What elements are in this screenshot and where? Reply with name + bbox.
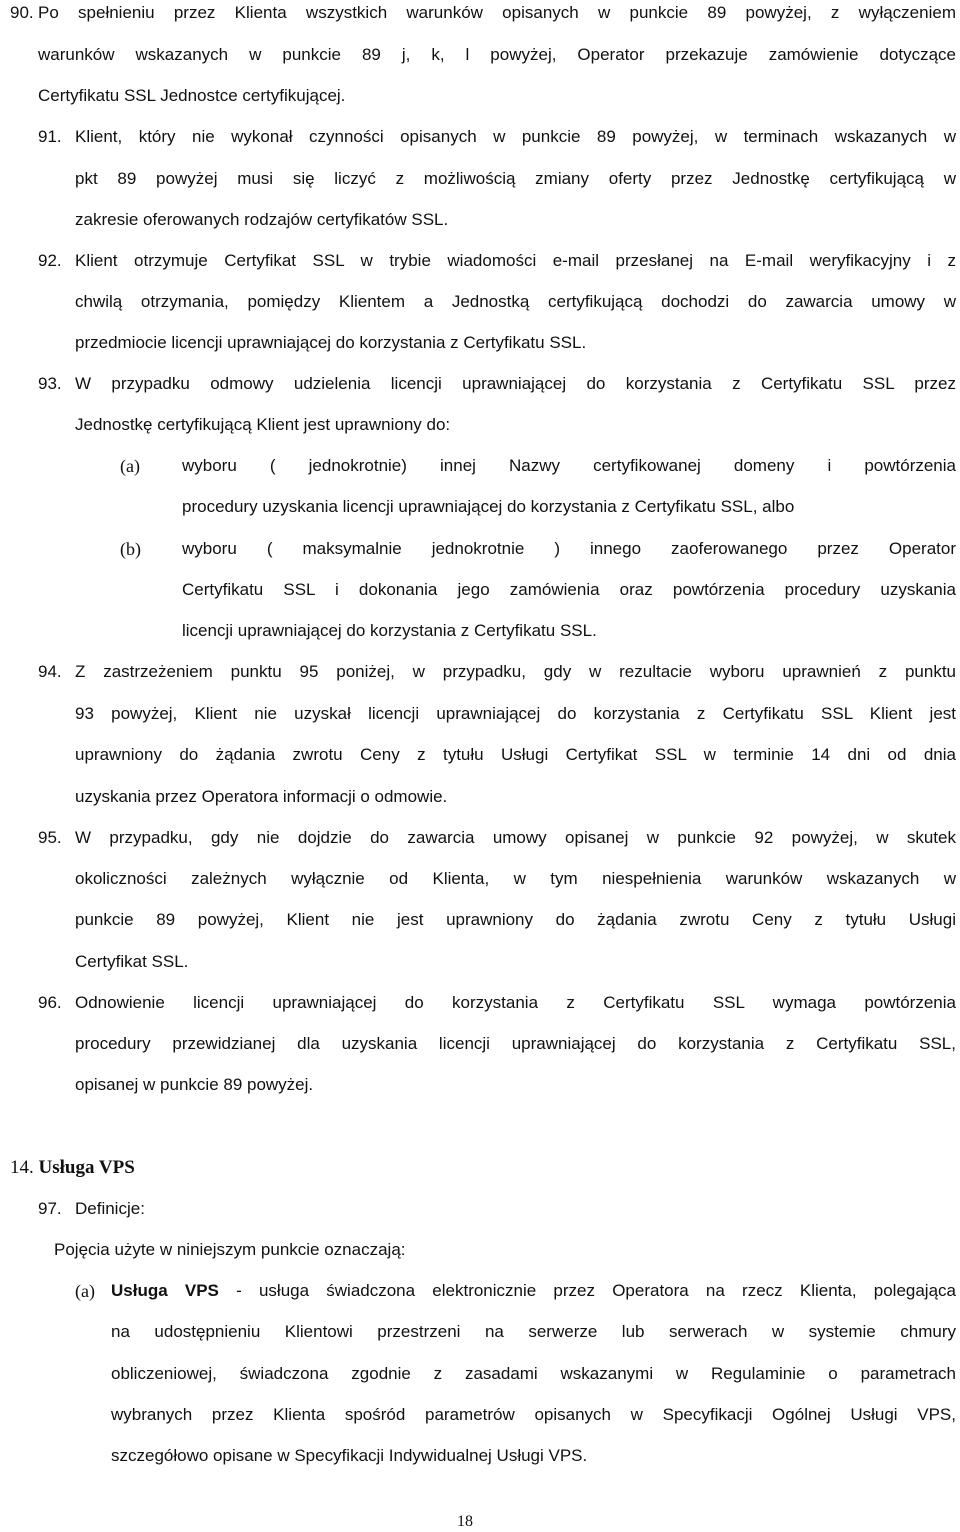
item-b-line-2: Certyfikatu SSL i dokonania jego zamówienia oraz powtórzenia procedury uzyskania xyxy=(182,580,956,599)
paragraph-94-line-3: uprawniony do żądania zwrotu Ceny z tytułu Usługi Certyfikat SSL w terminie 14 dni od dnia xyxy=(75,745,956,764)
paragraph-92-line-2: chwilą otrzymania, pomiędzy Klientem a Jednostką certyfikującą dochodzi do zawarcia umowy w xyxy=(75,292,956,311)
item-b-line-3: licencji uprawniającej do korzystania z Certyfikatu SSL. xyxy=(182,621,597,640)
page-number: 18 xyxy=(457,1513,473,1530)
item-a-line-1: wyboru ( jednokrotnie) innej Nazwy certyfikowanej domeny i powtórzenia xyxy=(182,456,956,475)
paragraph-number-90: 90. xyxy=(10,3,34,22)
paragraph-96-line-3: opisanej w punkcie 89 powyżej. xyxy=(75,1075,314,1094)
paragraph-95-line-2: okoliczności zależnych wyłącznie od Klienta, w tym niespełnienia warunków wskazanych w xyxy=(75,869,956,888)
paragraph-93-line-2: Jednostkę certyfikującą Klient jest uprawniony do: xyxy=(75,415,451,434)
definition-a-line-4: wybranych przez Klienta spośród parametrów opisanych w Specyfikacji Ogólnej Usługi VPS, xyxy=(111,1405,956,1424)
paragraph-number-97: 97. xyxy=(38,1199,62,1218)
paragraph-93-line-1: W przypadku odmowy udzielenia licencji uprawniającej do korzystania z Certyfikatu SSL przez xyxy=(75,374,956,393)
paragraph-95-line-1: W przypadku, gdy nie dojdzie do zawarcia umowy opisanej w punkcie 92 powyżej, w skutek xyxy=(75,828,956,847)
paragraph-94-line-2: 93 powyżej, Klient nie uzyskał licencji uprawniającej do korzystania z Certyfikatu SSL Klient jest xyxy=(75,704,956,723)
paragraph-90-line-2: warunków wskazanych w punkcie 89 j, k, l powyżej, Operator przekazuje zamówienie dotyczące xyxy=(38,45,956,64)
paragraph-90-line-1: Po spełnieniu przez Klienta wszystkich warunków opisanych w punkcie 89 powyżej, z wyłączeniem xyxy=(38,3,956,22)
paragraph-number-94: 94. xyxy=(38,662,62,681)
item-a-line-2: procedury uzyskania licencji uprawniającej do korzystania z Certyfikatu SSL, albo xyxy=(182,497,795,516)
definition-a-line-2: na udostępnieniu Klientowi przestrzeni na serwerze lub serwerach w systemie chmury xyxy=(111,1322,956,1341)
paragraph-94-line-4: uzyskania przez Operatora informacji o odmowie. xyxy=(75,787,448,806)
paragraph-96-line-1: Odnowienie licencji uprawniającej do korzystania z Certyfikatu SSL wymaga powtórzenia xyxy=(75,993,956,1012)
definition-a-line-5: szczegółowo opisane w Specyfikacji Indywidualnej Usługi VPS. xyxy=(111,1446,588,1465)
paragraph-92-line-1: Klient otrzymuje Certyfikat SSL w trybie wiadomości e-mail przesłanej na E-mail weryfikacyjny i z xyxy=(75,251,956,270)
list-letter-b: (b) xyxy=(120,539,141,559)
definition-letter-a: (a) xyxy=(75,1281,95,1301)
paragraph-number-91: 91. xyxy=(38,127,62,146)
item-b-line-1: wyboru ( maksymalnie jednokrotnie ) innego zaoferowanego przez Operator xyxy=(182,539,956,558)
paragraph-number-92: 92. xyxy=(38,251,62,270)
paragraph-97-text: Definicje: xyxy=(75,1199,145,1218)
paragraph-91-line-1: Klient, który nie wykonał czynności opisanych w punkcie 89 powyżej, w terminach wskazanych w xyxy=(75,127,956,146)
definition-a-term: Usługa VPS xyxy=(111,1281,219,1300)
paragraph-number-95: 95. xyxy=(38,828,62,847)
definition-a-first-rest: - usługa świadczona elektronicznie przez Operatora na rzecz Klienta, polegająca xyxy=(218,1281,956,1300)
paragraph-91-line-3: zakresie oferowanych rodzajów certyfikatów SSL. xyxy=(75,210,449,229)
paragraph-95-line-4: Certyfikat SSL. xyxy=(75,952,189,971)
section-number: 14. xyxy=(10,1157,34,1178)
paragraph-95-line-3: punkcie 89 powyżej, Klient nie jest uprawniony do żądania zwrotu Ceny z tytułu Usługi xyxy=(75,910,956,929)
section-title: Usługa VPS xyxy=(38,1157,135,1178)
paragraph-number-93: 93. xyxy=(38,374,62,393)
paragraph-94-line-1: Z zastrzeżeniem punktu 95 poniżej, w przypadku, gdy w rezultacie wyboru uprawnień z punktu xyxy=(75,662,956,681)
section-heading xyxy=(10,1156,135,1180)
definitions-intro: Pojęcia użyte w niniejszym punkcie oznaczają: xyxy=(54,1240,406,1259)
list-letter-a: (a) xyxy=(120,456,140,476)
definition-a-line-1 xyxy=(111,1280,956,1302)
paragraph-number-96: 96. xyxy=(38,993,62,1012)
paragraph-90-line-3: Certyfikatu SSL Jednostce certyfikującej. xyxy=(38,86,346,105)
paragraph-92-line-3: przedmiocie licencji uprawniającej do korzystania z Certyfikatu SSL. xyxy=(75,333,587,352)
paragraph-91-line-2: pkt 89 powyżej musi się liczyć z możliwością zmiany oferty przez Jednostkę certyfikującą w xyxy=(75,169,956,188)
definition-a-line-3: obliczeniowej, świadczona zgodnie z zasadami wskazanymi w Regulaminie o parametrach xyxy=(111,1364,956,1383)
paragraph-96-line-2: procedury przewidzianej dla uzyskania licencji uprawniającej do korzystania z Certyfikatu SSL, xyxy=(75,1034,956,1053)
